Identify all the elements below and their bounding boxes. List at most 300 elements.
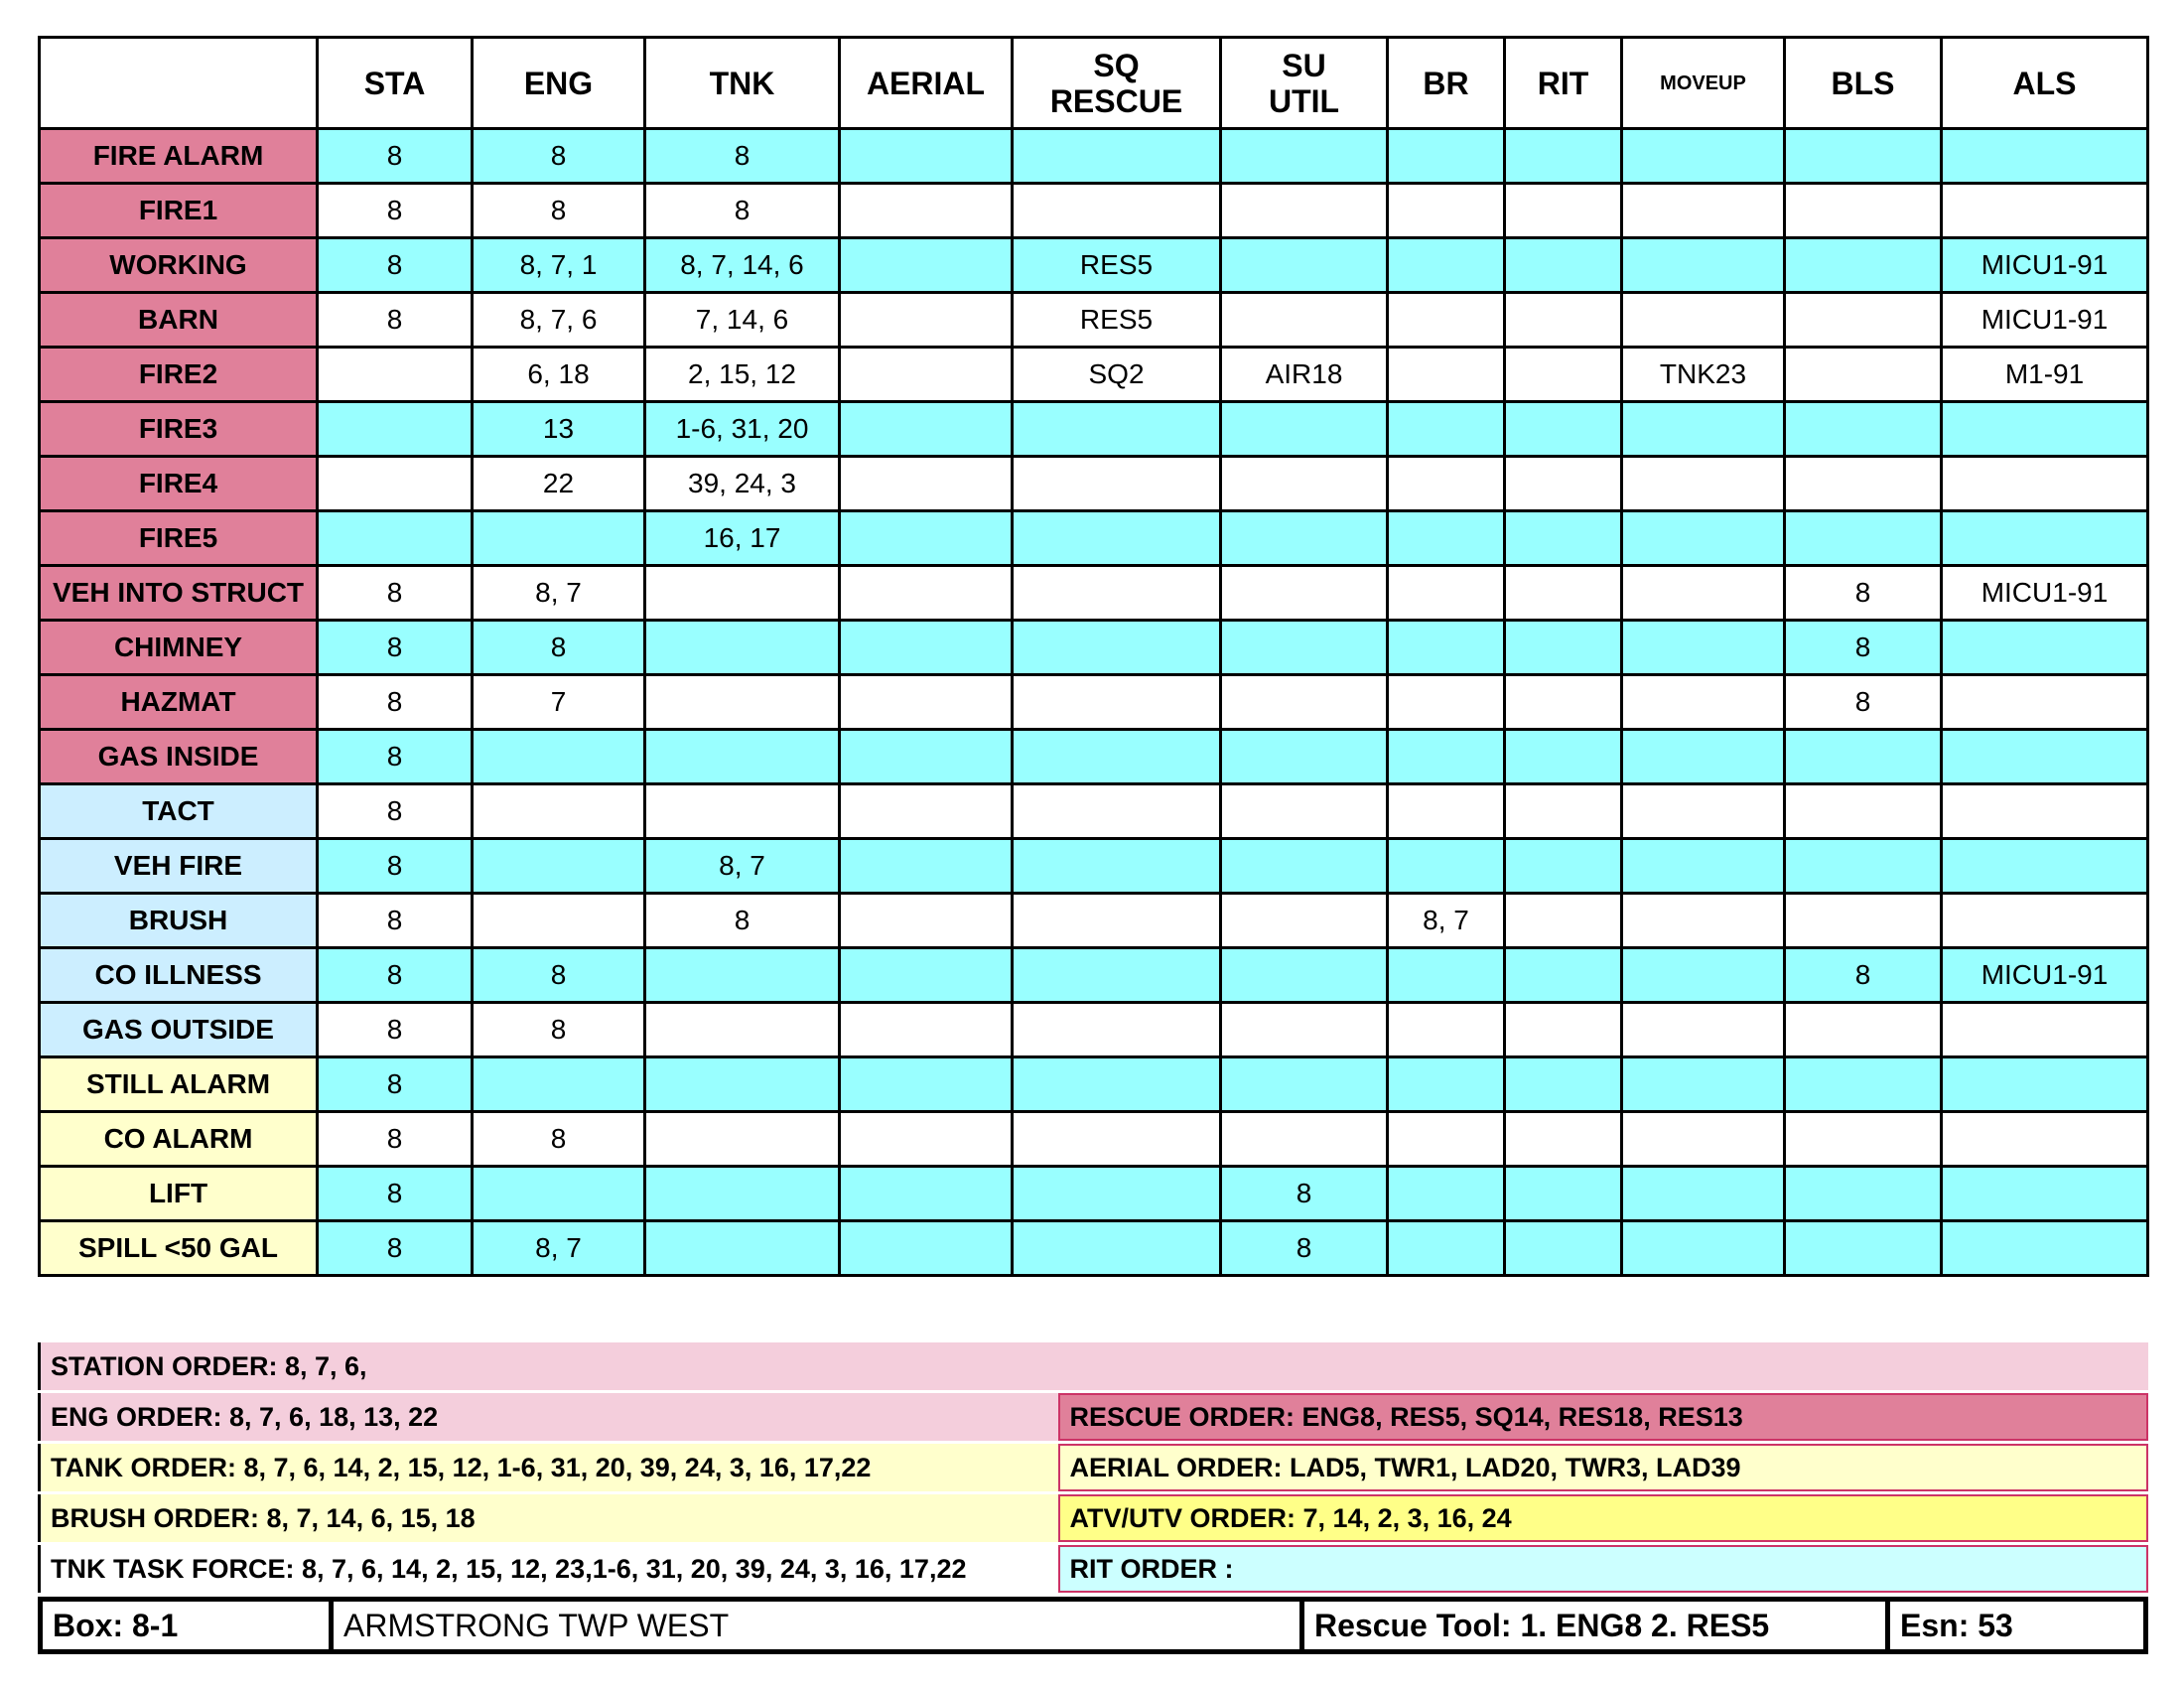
- header-moveup: MOVEUP: [1622, 38, 1785, 129]
- row-label: GAS INSIDE: [40, 730, 318, 784]
- cell-eng: 7: [473, 675, 645, 730]
- cell-tnk: [645, 675, 840, 730]
- table-row: [40, 1167, 2148, 1221]
- cell-su-util: [1221, 566, 1388, 621]
- cell-sq-rescue: RES5: [1013, 238, 1221, 293]
- cell-br: [1388, 129, 1505, 184]
- cell-als: [1942, 1057, 2148, 1112]
- cell-eng: 8, 7: [473, 566, 645, 621]
- cell-aerial: [840, 948, 1013, 1003]
- cell-als: [1942, 730, 2148, 784]
- cell-moveup: [1622, 402, 1785, 457]
- tank-order: TANK ORDER: 8, 7, 6, 14, 2, 15, 12, 1-6, 31, 20, 39, 24, 3, 16, 17,22: [41, 1444, 1058, 1491]
- cell-aerial: [840, 457, 1013, 511]
- cell-sta: 8: [318, 839, 473, 894]
- row-label: GAS OUTSIDE: [40, 1003, 318, 1057]
- cell-sta: 8: [318, 184, 473, 238]
- cell-als: MICU1-91: [1942, 566, 2148, 621]
- cell-aerial: [840, 1167, 1013, 1221]
- eng-order: ENG ORDER: 8, 7, 6, 18, 13, 22: [41, 1393, 1058, 1441]
- row-label: STILL ALARM: [40, 1057, 318, 1112]
- cell-rit: [1505, 621, 1622, 675]
- row-label: BARN: [40, 293, 318, 348]
- cell-bls: [1785, 1221, 1942, 1276]
- header-tnk: TNK: [645, 38, 840, 129]
- cell-sta: [318, 457, 473, 511]
- cell-sq-rescue: [1013, 839, 1221, 894]
- cell-bls: [1785, 129, 1942, 184]
- cell-br: [1388, 621, 1505, 675]
- cell-aerial: [840, 1003, 1013, 1057]
- cell-aerial: [840, 402, 1013, 457]
- cell-su-util: [1221, 1112, 1388, 1167]
- cell-aerial: [840, 1221, 1013, 1276]
- area-name: ARMSTRONG TWP WEST: [329, 1602, 1299, 1649]
- cell-eng: 8: [473, 129, 645, 184]
- cell-sta: 8: [318, 293, 473, 348]
- cell-aerial: [840, 730, 1013, 784]
- table-row: [40, 238, 2148, 293]
- cell-rit: [1505, 730, 1622, 784]
- cell-rit: [1505, 1167, 1622, 1221]
- cell-aerial: [840, 784, 1013, 839]
- brush-order: BRUSH ORDER: 8, 7, 14, 6, 15, 18: [41, 1494, 1058, 1542]
- cell-br: 8, 7: [1388, 894, 1505, 948]
- cell-su-util: [1221, 675, 1388, 730]
- cell-sq-rescue: [1013, 184, 1221, 238]
- cell-rit: [1505, 1057, 1622, 1112]
- cell-sta: 8: [318, 675, 473, 730]
- cell-br: [1388, 457, 1505, 511]
- cell-tnk: [645, 1057, 840, 1112]
- footer-bar: [38, 1597, 2148, 1654]
- cell-eng: [473, 894, 645, 948]
- cell-tnk: 8: [645, 184, 840, 238]
- cell-br: [1388, 511, 1505, 566]
- cell-moveup: TNK23: [1622, 348, 1785, 402]
- cell-eng: [473, 784, 645, 839]
- row-label: VEH INTO STRUCT: [40, 566, 318, 621]
- cell-bls: 8: [1785, 621, 1942, 675]
- cell-aerial: [840, 1057, 1013, 1112]
- cell-br: [1388, 566, 1505, 621]
- cell-eng: 8, 7, 1: [473, 238, 645, 293]
- table-row: [40, 730, 2148, 784]
- cell-bls: [1785, 238, 1942, 293]
- rit-order: RIT ORDER :: [1058, 1545, 2148, 1593]
- table-row: [40, 784, 2148, 839]
- cell-rit: [1505, 894, 1622, 948]
- cell-eng: 8: [473, 621, 645, 675]
- row-label: TACT: [40, 784, 318, 839]
- table-row: [40, 457, 2148, 511]
- cell-br: [1388, 238, 1505, 293]
- cell-br: [1388, 948, 1505, 1003]
- cell-als: [1942, 621, 2148, 675]
- cell-aerial: [840, 238, 1013, 293]
- cell-moveup: [1622, 129, 1785, 184]
- table-row: [40, 1057, 2148, 1112]
- cell-sta: 8: [318, 730, 473, 784]
- cell-tnk: 2, 15, 12: [645, 348, 840, 402]
- cell-bls: 8: [1785, 948, 1942, 1003]
- cell-bls: [1785, 293, 1942, 348]
- cell-sq-rescue: [1013, 948, 1221, 1003]
- cell-sq-rescue: [1013, 402, 1221, 457]
- cell-su-util: AIR18: [1221, 348, 1388, 402]
- cell-rit: [1505, 129, 1622, 184]
- row-label: FIRE ALARM: [40, 129, 318, 184]
- cell-aerial: [840, 511, 1013, 566]
- cell-aerial: [840, 566, 1013, 621]
- run-card-table: [38, 36, 2149, 1277]
- cell-aerial: [840, 293, 1013, 348]
- cell-moveup: [1622, 511, 1785, 566]
- cell-sta: [318, 348, 473, 402]
- esn-number: Esn: 53: [1885, 1602, 2143, 1649]
- cell-als: MICU1-91: [1942, 948, 2148, 1003]
- table-row: [40, 948, 2148, 1003]
- cell-br: [1388, 675, 1505, 730]
- cell-tnk: 1-6, 31, 20: [645, 402, 840, 457]
- table-row: [40, 129, 2148, 184]
- cell-aerial: [840, 894, 1013, 948]
- cell-rit: [1505, 839, 1622, 894]
- row-label: BRUSH: [40, 894, 318, 948]
- cell-eng: [473, 1057, 645, 1112]
- cell-br: [1388, 402, 1505, 457]
- orders-row: [38, 1494, 2148, 1542]
- orders-row: [38, 1545, 2148, 1593]
- cell-sq-rescue: [1013, 1221, 1221, 1276]
- cell-tnk: 8, 7: [645, 839, 840, 894]
- cell-eng: 6, 18: [473, 348, 645, 402]
- cell-als: [1942, 784, 2148, 839]
- cell-eng: 8, 7: [473, 1221, 645, 1276]
- aerial-order: AERIAL ORDER: LAD5, TWR1, LAD20, TWR3, LAD39: [1058, 1444, 2148, 1491]
- cell-tnk: 16, 17: [645, 511, 840, 566]
- cell-sq-rescue: [1013, 1167, 1221, 1221]
- cell-bls: [1785, 730, 1942, 784]
- cell-als: [1942, 1167, 2148, 1221]
- cell-eng: [473, 511, 645, 566]
- cell-rit: [1505, 784, 1622, 839]
- cell-su-util: [1221, 948, 1388, 1003]
- cell-sq-rescue: [1013, 566, 1221, 621]
- cell-tnk: 39, 24, 3: [645, 457, 840, 511]
- cell-br: [1388, 348, 1505, 402]
- header-aerial: AERIAL: [840, 38, 1013, 129]
- cell-moveup: [1622, 184, 1785, 238]
- cell-eng: [473, 1167, 645, 1221]
- cell-su-util: [1221, 457, 1388, 511]
- cell-bls: 8: [1785, 566, 1942, 621]
- cell-sta: 8: [318, 566, 473, 621]
- cell-sta: 8: [318, 1003, 473, 1057]
- cell-bls: [1785, 1057, 1942, 1112]
- cell-tnk: [645, 1221, 840, 1276]
- row-label: CO ILLNESS: [40, 948, 318, 1003]
- cell-tnk: 7, 14, 6: [645, 293, 840, 348]
- cell-su-util: [1221, 238, 1388, 293]
- cell-tnk: [645, 784, 840, 839]
- cell-su-util: 8: [1221, 1167, 1388, 1221]
- cell-sq-rescue: RES5: [1013, 293, 1221, 348]
- cell-eng: [473, 839, 645, 894]
- cell-br: [1388, 293, 1505, 348]
- row-label: WORKING: [40, 238, 318, 293]
- cell-tnk: [645, 1112, 840, 1167]
- cell-tnk: [645, 948, 840, 1003]
- row-label: FIRE1: [40, 184, 318, 238]
- cell-eng: 8: [473, 1112, 645, 1167]
- cell-moveup: [1622, 238, 1785, 293]
- cell-rit: [1505, 348, 1622, 402]
- cell-bls: [1785, 511, 1942, 566]
- cell-als: [1942, 1003, 2148, 1057]
- cell-tnk: [645, 566, 840, 621]
- cell-moveup: [1622, 457, 1785, 511]
- cell-aerial: [840, 1112, 1013, 1167]
- row-label: FIRE2: [40, 348, 318, 402]
- cell-su-util: [1221, 1003, 1388, 1057]
- cell-sta: 8: [318, 1112, 473, 1167]
- cell-als: [1942, 129, 2148, 184]
- table-row: [40, 839, 2148, 894]
- cell-als: [1942, 675, 2148, 730]
- cell-su-util: [1221, 784, 1388, 839]
- table-row: [40, 566, 2148, 621]
- cell-br: [1388, 1003, 1505, 1057]
- orders-row: [38, 1393, 2148, 1441]
- header-als: ALS: [1942, 38, 2148, 129]
- cell-als: [1942, 457, 2148, 511]
- cell-als: [1942, 402, 2148, 457]
- cell-als: [1942, 511, 2148, 566]
- table-row: [40, 1112, 2148, 1167]
- cell-sq-rescue: SQ2: [1013, 348, 1221, 402]
- cell-br: [1388, 1112, 1505, 1167]
- cell-br: [1388, 730, 1505, 784]
- table-row: [40, 511, 2148, 566]
- cell-rit: [1505, 948, 1622, 1003]
- cell-bls: [1785, 839, 1942, 894]
- cell-tnk: [645, 1167, 840, 1221]
- header-rit: RIT: [1505, 38, 1622, 129]
- row-label: SPILL <50 GAL: [40, 1221, 318, 1276]
- cell-moveup: [1622, 1003, 1785, 1057]
- cell-eng: [473, 730, 645, 784]
- row-label: FIRE5: [40, 511, 318, 566]
- cell-sta: 8: [318, 1167, 473, 1221]
- cell-br: [1388, 839, 1505, 894]
- cell-sq-rescue: [1013, 894, 1221, 948]
- cell-als: [1942, 1112, 2148, 1167]
- cell-sq-rescue: [1013, 675, 1221, 730]
- cell-bls: [1785, 894, 1942, 948]
- cell-rit: [1505, 566, 1622, 621]
- header-corner: [40, 38, 318, 129]
- table-row: [40, 894, 2148, 948]
- cell-su-util: [1221, 730, 1388, 784]
- cell-su-util: [1221, 293, 1388, 348]
- cell-rit: [1505, 1112, 1622, 1167]
- cell-su-util: [1221, 511, 1388, 566]
- cell-rit: [1505, 293, 1622, 348]
- cell-eng: 8: [473, 184, 645, 238]
- table-body: [40, 129, 2148, 1276]
- row-label: LIFT: [40, 1167, 318, 1221]
- cell-su-util: [1221, 621, 1388, 675]
- row-label: VEH FIRE: [40, 839, 318, 894]
- cell-moveup: [1622, 621, 1785, 675]
- cell-rit: [1505, 1221, 1622, 1276]
- cell-rit: [1505, 511, 1622, 566]
- cell-bls: [1785, 1167, 1942, 1221]
- table-row: [40, 621, 2148, 675]
- cell-su-util: [1221, 129, 1388, 184]
- cell-sq-rescue: [1013, 621, 1221, 675]
- row-label: CHIMNEY: [40, 621, 318, 675]
- rescue-tool: Rescue Tool: 1. ENG8 2. RES5: [1299, 1602, 1885, 1649]
- cell-br: [1388, 184, 1505, 238]
- cell-tnk: [645, 621, 840, 675]
- cell-als: [1942, 839, 2148, 894]
- cell-br: [1388, 784, 1505, 839]
- cell-sta: [318, 511, 473, 566]
- cell-sq-rescue: [1013, 129, 1221, 184]
- header-br: BR: [1388, 38, 1505, 129]
- cell-aerial: [840, 621, 1013, 675]
- cell-aerial: [840, 348, 1013, 402]
- table-row: [40, 402, 2148, 457]
- header-sta: STA: [318, 38, 473, 129]
- rescue-order: RESCUE ORDER: ENG8, RES5, SQ14, RES18, RES13: [1058, 1393, 2148, 1441]
- row-label: FIRE3: [40, 402, 318, 457]
- cell-moveup: [1622, 293, 1785, 348]
- cell-br: [1388, 1167, 1505, 1221]
- cell-sta: 8: [318, 129, 473, 184]
- cell-sq-rescue: [1013, 1112, 1221, 1167]
- cell-moveup: [1622, 566, 1785, 621]
- cell-sq-rescue: [1013, 1057, 1221, 1112]
- cell-sta: 8: [318, 238, 473, 293]
- cell-als: MICU1-91: [1942, 293, 2148, 348]
- row-label: CO ALARM: [40, 1112, 318, 1167]
- cell-moveup: [1622, 730, 1785, 784]
- cell-aerial: [840, 129, 1013, 184]
- header-bls: BLS: [1785, 38, 1942, 129]
- header-su-util: SU UTIL: [1221, 38, 1388, 129]
- cell-tnk: 8: [645, 129, 840, 184]
- cell-sta: 8: [318, 1057, 473, 1112]
- cell-tnk: [645, 1003, 840, 1057]
- cell-als: [1942, 1221, 2148, 1276]
- cell-sq-rescue: [1013, 784, 1221, 839]
- cell-su-util: 8: [1221, 1221, 1388, 1276]
- cell-sta: 8: [318, 948, 473, 1003]
- cell-rit: [1505, 457, 1622, 511]
- cell-moveup: [1622, 1057, 1785, 1112]
- cell-sta: [318, 402, 473, 457]
- cell-moveup: [1622, 675, 1785, 730]
- cell-bls: [1785, 184, 1942, 238]
- table-row: [40, 675, 2148, 730]
- cell-su-util: [1221, 894, 1388, 948]
- cell-aerial: [840, 184, 1013, 238]
- cell-su-util: [1221, 839, 1388, 894]
- cell-bls: [1785, 457, 1942, 511]
- orders-row: [38, 1444, 2148, 1491]
- cell-moveup: [1622, 948, 1785, 1003]
- orders-row: [38, 1342, 2148, 1390]
- header-sq-rescue: SQ RESCUE: [1013, 38, 1221, 129]
- cell-aerial: [840, 839, 1013, 894]
- cell-eng: 22: [473, 457, 645, 511]
- cell-eng: 8, 7, 6: [473, 293, 645, 348]
- cell-rit: [1505, 184, 1622, 238]
- orders-section: [38, 1342, 2148, 1593]
- cell-rit: [1505, 1003, 1622, 1057]
- cell-als: M1-91: [1942, 348, 2148, 402]
- row-label: HAZMAT: [40, 675, 318, 730]
- cell-su-util: [1221, 184, 1388, 238]
- cell-sta: 8: [318, 894, 473, 948]
- cell-sq-rescue: [1013, 730, 1221, 784]
- cell-sq-rescue: [1013, 457, 1221, 511]
- cell-bls: [1785, 784, 1942, 839]
- cell-bls: [1785, 1112, 1942, 1167]
- tnk-task-force: TNK TASK FORCE: 8, 7, 6, 14, 2, 15, 12, 23,1-6, 31, 20, 39, 24, 3, 16, 17,22: [41, 1545, 1058, 1593]
- cell-su-util: [1221, 402, 1388, 457]
- cell-eng: 8: [473, 1003, 645, 1057]
- cell-als: [1942, 894, 2148, 948]
- cell-bls: [1785, 1003, 1942, 1057]
- cell-moveup: [1622, 839, 1785, 894]
- cell-eng: 13: [473, 402, 645, 457]
- cell-eng: 8: [473, 948, 645, 1003]
- cell-als: [1942, 184, 2148, 238]
- header-eng: ENG: [473, 38, 645, 129]
- cell-tnk: 8, 7, 14, 6: [645, 238, 840, 293]
- station-order: STATION ORDER: 8, 7, 6,: [41, 1342, 2148, 1390]
- cell-moveup: [1622, 1167, 1785, 1221]
- table-row: [40, 184, 2148, 238]
- cell-als: MICU1-91: [1942, 238, 2148, 293]
- cell-moveup: [1622, 784, 1785, 839]
- cell-tnk: [645, 730, 840, 784]
- cell-rit: [1505, 238, 1622, 293]
- cell-sta: 8: [318, 784, 473, 839]
- box-number: Box: 8-1: [53, 1607, 179, 1643]
- row-label: FIRE4: [40, 457, 318, 511]
- cell-sq-rescue: [1013, 511, 1221, 566]
- cell-bls: [1785, 402, 1942, 457]
- cell-sta: 8: [318, 1221, 473, 1276]
- cell-moveup: [1622, 894, 1785, 948]
- table-row: [40, 1003, 2148, 1057]
- cell-sta: 8: [318, 621, 473, 675]
- header-row: [40, 38, 2148, 129]
- cell-sq-rescue: [1013, 1003, 1221, 1057]
- table-row: [40, 293, 2148, 348]
- cell-su-util: [1221, 1057, 1388, 1112]
- cell-rit: [1505, 402, 1622, 457]
- cell-br: [1388, 1057, 1505, 1112]
- cell-moveup: [1622, 1112, 1785, 1167]
- atv-utv-order: ATV/UTV ORDER: 7, 14, 2, 3, 16, 24: [1058, 1494, 2148, 1542]
- cell-tnk: 8: [645, 894, 840, 948]
